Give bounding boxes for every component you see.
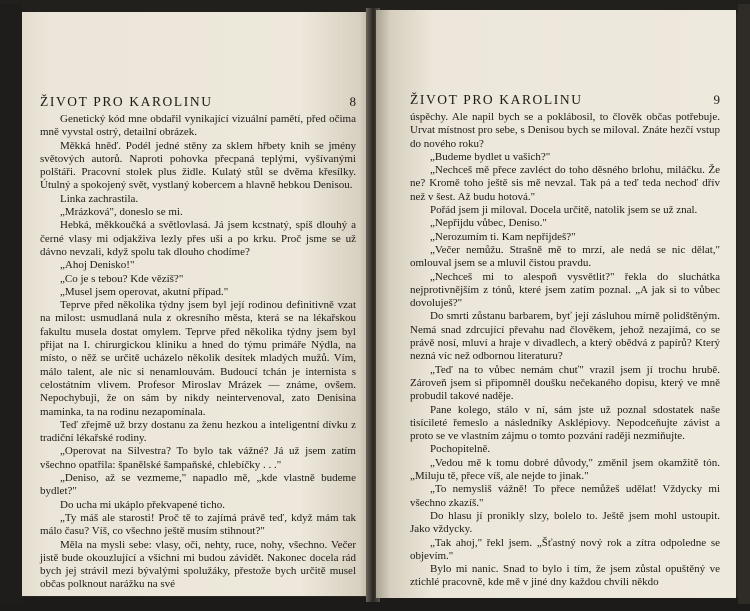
paragraph: Teprve před několika týdny jsem byl její rodinou definitivně vzat na milost: usmudlaná nula z okresního města, která se na lékařskou fakultu musela dostat omylem. Teprve před několika týdny jsem byl přijat na I. chirurgickou kliniku a hned do týmu primáře Nýdla, na místo, o něž se určitě ucházelo několik desítek mladých mužů. Vím, málo talent, ale nic si nenamlouvám. Budoucí tchán je internista s celostátním vlivem. Profesor Miroslav Mrázek — známe, ovšem. Nepochybuji, že on sám by nikdy neintervenoval, zato Denisina maminka, ta na rodinu nezapomínala. (40, 299, 356, 418)
paragraph: „Vedou mě k tomu dobré důvody," změnil jsem okamžitě tón. „Miluju tě, přece víš, ale nejde to jinak." (410, 456, 720, 483)
paragraph: Do hlasu jí pronikly slzy, bolelo to. Ještě jsem mohl ustoupit. Jako vždycky. (410, 509, 720, 536)
paragraph: úspěchy. Ale napil bych se a poklábosil, to člověk občas potřebuje. Urvat místnost pro sebe, s Denisou bych se miloval. Znáte hezčí vstup do nového roku? (410, 111, 720, 150)
paragraph: Do smrti zůstanu barbarem, byť její zásluhou mírně polidštěným. Nemá snad zdrcující převahu nad člověkem, jehož nezajímá, co se právě nosí, mluví a hraje v divadlech, a který obědvá z papírů? Který nezná víc než odbornou literaturu? (410, 310, 720, 363)
paragraph: „To nemysliš vážně! To přece nemůžeš udělat! Vždycky mi všechno zkazíš." (410, 483, 720, 509)
paragraph: Do ucha mi ukáplo překvapené ticho. (60, 498, 225, 511)
left-page-header (40, 94, 356, 110)
right-page-header (410, 92, 720, 108)
paragraph: „Ty máš ale starosti! Proč tě to zajímá právě teď, když mám tak málo času? Víš, co všechno ještě musím stihnout?" (40, 511, 356, 538)
page-number: 9 (713, 92, 720, 107)
paragraph: Pochopitelně. (430, 443, 491, 456)
paragraph: „Nepřijdu vůbec, Deniso." (430, 217, 547, 230)
paragraph: Pořád jsem ji miloval. Docela určitě, natolik jsem se už znal. (430, 204, 698, 217)
paragraph: „Musel jsem operovat, akutní případ." (60, 285, 229, 298)
paragraph: „Večer nemůžu. Strašně mě to mrzí, ale nedá se nic dělat," omlouval jsem se a mluvil čistou pravdu. (410, 243, 720, 270)
paragraph: „Budeme bydlet u vašich?" (430, 150, 551, 163)
paragraph: „Co je s tebou? Kde vězíš?" (60, 272, 184, 285)
book-cover-right-edge (738, 4, 750, 604)
paragraph: „Tak ahoj," řekl jsem. „Šťastný nový rok a zítra odpoledne se objevím." (410, 536, 720, 562)
paragraph: „Deniso, až se vezmeme," napadlo mě, „kde vlastně budeme bydlet?" (40, 472, 356, 498)
paragraph: „Teď na to vůbec nemám chuť" vrazil jsem jí trochu hrubě. Zároveň jsem si připomněl doušku nečekaného dopisu, který ve mně probudil takové naděje. (410, 363, 720, 403)
paragraph: Měkká hněď. Podél jedné stěny za sklem hřbety knih se jmény světových autorů. Naproti pohovka přecpaná teplými, vyšívanými polštáři. Pracovní stolek plus židle. Kulatý stůl se dvěma křesílky. Útulný a spokojený svět, vystlaný kobercem a hlavně hebkou Denisou. (40, 139, 356, 192)
paragraph: Měla na mysli sebe: vlasy, oči, nehty, ruce, nohy, všechno. Večer jistě bude okouzlující a všichni mi budou závidět. Nakonec docela rád bych jej strávil mezi bývalými spolužáky, přestože bych určitě musel občas polknout narážku na své (40, 538, 356, 591)
left-page-text (40, 113, 356, 592)
page-number: 8 (349, 94, 356, 109)
paragraph: „Ahoj Denisko!" (60, 259, 135, 272)
paragraph: „Nerozumím ti. Kam nepřijdeš?" (430, 230, 576, 243)
paragraph: „Nechceš mě přece zavléct do toho děsného brlohu, miláčku. Že ne? Kromě toho ještě sis mě nevzal. Tak pá a teď teda nechoď dřív než v šest. Až budu hotová." (410, 164, 720, 203)
paragraph: Hebká, měkkoučká a světlovlasá. Já jsem kcstnatý, spíš dlouhý a černé vlasy mi odjakživa lezly přes uši a po krku. Proč jsme se už dávno nevzali, když spolu tak dlouho chodíme? (40, 219, 356, 258)
right-page-text (410, 111, 720, 590)
paragraph: Pane kolego, stálo v ní, sám jste už poznal sdostatek naše tisícileté řemeslo a následníky Asklépiovy. Nepodceňujte závist a proto se ve vlastním zájmu o tomto pozvání raději nezmiňujte. (410, 403, 720, 443)
paragraph: Teď zřejmě už brzy dostanu za ženu hezkou a inteligentní dívku z tradiční lékařské rodiny. (40, 418, 356, 445)
paragraph: „Mrázková", doneslo se mi. (60, 206, 183, 219)
book-cover-left-edge (0, 4, 22, 604)
running-title: ŽIVOT PRO KAROLINU (40, 94, 213, 109)
paragraph: „Operovat na Silvestra? To bylo tak vážné? Já už jsem zatím všechno opatřila: španělské šampaňské, chlebíčky . . ." (40, 445, 356, 471)
paragraph: Linka zachrastila. (60, 192, 139, 205)
paragraph: „Nechceš mi to alespoň vysvětlit?" řekla do sluchátka nejprotivnějším z tónů, které jsem zatím poznal. „A jak si to vůbec dovoluješ?" (410, 270, 720, 310)
right-page (376, 10, 736, 598)
paragraph: Bylo mi nanic. Snad to bylo i tím, že jsem zůstal opuštěný ve ztichlé pracovně, kde mě v jiné dny každou chvíli někdo (410, 563, 720, 589)
left-page (22, 12, 370, 596)
running-title: ŽIVOT PRO KAROLINU (410, 92, 583, 107)
paragraph: Genetický kód mne obdařil vynikající vizuální pamětí, před očima mně vyvstal ostrý, detailní obrázek. (40, 113, 356, 139)
